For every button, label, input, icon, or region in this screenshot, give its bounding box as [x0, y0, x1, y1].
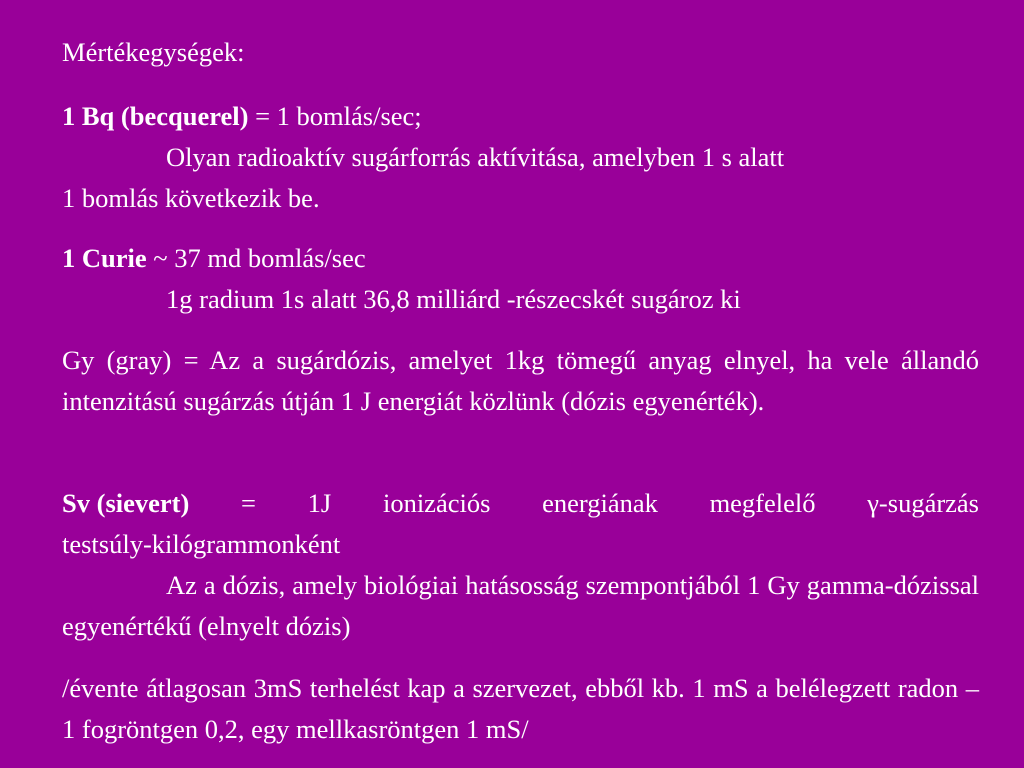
note-text: /évente átlagosan 3mS terhelést kap a szervezet, ebből kb. 1 mS a belélegzett radon – 1 fogröntgen 0,2, egy mellkasröntgen 1 mS/ — [62, 673, 979, 745]
sievert-word: megfelelő — [709, 488, 816, 518]
curie-value: ~ 37 md bomlás/sec — [153, 243, 366, 273]
sievert-explanation: Az a dózis, amely biológiai hatásosság szempontjából 1 Gy gamma-dózissal egyenértékű (elnyelt dózis) — [62, 570, 979, 642]
curie-section — [62, 238, 979, 320]
gray-section — [62, 340, 979, 422]
sievert-term: Sv (sievert) — [62, 488, 190, 518]
sievert-word: ionizációs — [382, 488, 491, 518]
heading — [62, 32, 979, 73]
becquerel-explanation-line1: Olyan radioaktív sugárforrás aktívitása, amelyben 1 s alatt — [166, 142, 785, 173]
sievert-definition-line — [62, 483, 979, 524]
sievert-word: 1J — [307, 488, 332, 518]
sievert-section — [62, 483, 979, 647]
curie-term: 1 Curie — [62, 243, 147, 273]
note-section — [62, 668, 979, 750]
sievert-definition-line2: testsúly-kilógrammonként — [62, 529, 341, 560]
curie-definition — [62, 238, 979, 279]
sievert-word: γ-sugárzás — [867, 488, 979, 518]
becquerel-value: = 1 bomlás/sec; — [255, 101, 422, 131]
becquerel-definition — [62, 96, 979, 137]
sievert-word: energiának — [542, 488, 658, 518]
gray-text: Gy (gray) = Az a sugárdózis, amelyet 1kg tömegű anyag elnyel, ha vele állandó intenzitású sugárzás útján 1 J energiát közlünk (dózis egyenérték). — [62, 345, 979, 417]
becquerel-term: 1 Bq (becquerel) — [62, 101, 249, 131]
heading-text: Mértékegységek: — [62, 37, 245, 67]
becquerel-explanation-line2: 1 bomlás következik be. — [62, 183, 320, 214]
becquerel-section — [62, 96, 979, 219]
curie-explanation: 1g radium 1s alatt 36,8 milliárd -részecskét sugároz ki — [166, 284, 741, 315]
sievert-word: = — [241, 488, 256, 518]
